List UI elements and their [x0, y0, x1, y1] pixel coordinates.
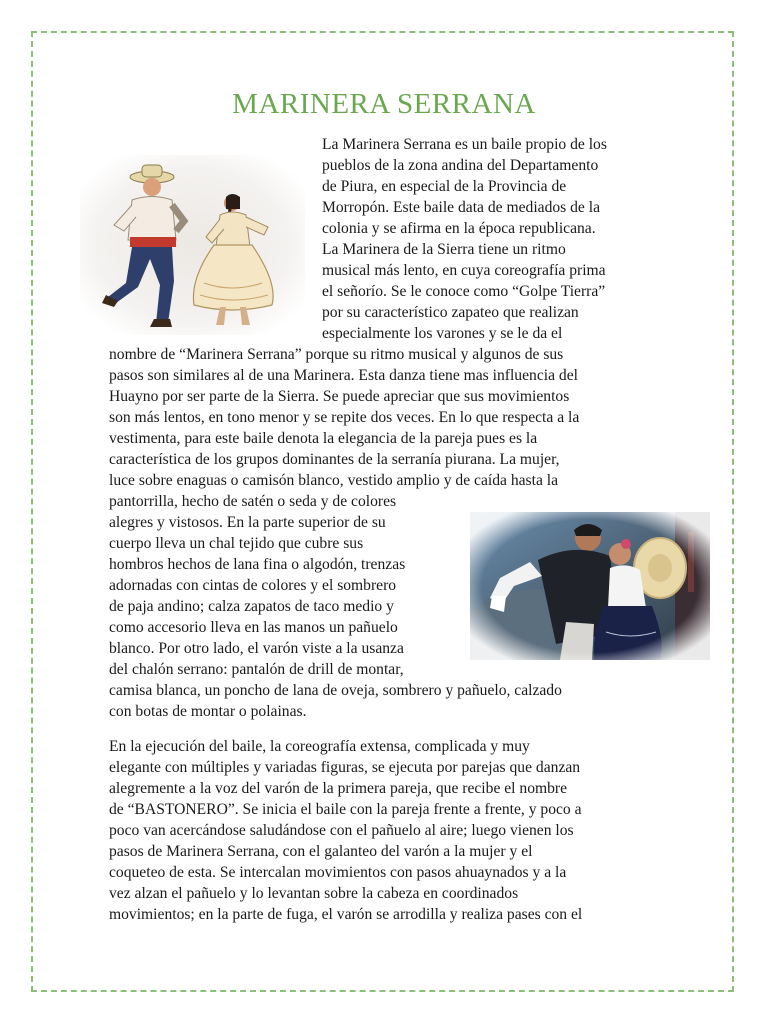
- paragraph-2-line: alegremente a la voz del varón de la primera pareja, que recibe el nombre: [109, 780, 568, 797]
- page-title: MARINERA SERRANA: [232, 88, 536, 120]
- paragraph-1-line: musical más lento, en cuya coreografía prima: [322, 262, 606, 279]
- paragraph-1-line: como accesorio lleva en las manos un pañuelo: [109, 619, 398, 636]
- paragraph-1-line: colonia y se afirma en la época republicana.: [322, 220, 596, 237]
- paragraph-1-line: camisa blanca, un poncho de lana de oveja, sombrero y pañuelo, calzado: [109, 682, 562, 699]
- paragraph-2-line: En la ejecución del baile, la coreografía extensa, complicada y muy: [109, 738, 530, 755]
- paragraph-2-line: vez alzan el pañuelo y lo levantan sobre la cabeza en coordinados: [109, 885, 519, 902]
- paragraph-1-line: hombros hechos de lana fina o algodón, trenzas: [109, 556, 406, 573]
- paragraph-1-line: con botas de montar o polainas.: [109, 703, 307, 720]
- paragraph-1-line: Huayno por ser parte de la Sierra. Se puede apreciar que sus movimientos: [109, 388, 570, 405]
- paragraph-1-line: luce sobre enaguas o camisón blanco, vestido amplio y de caída hasta la: [109, 472, 559, 489]
- paragraph-1-line: alegres y vistosos. En la parte superior de su: [109, 514, 386, 531]
- paragraph-1: [109, 134, 663, 722]
- paragraph-1-line: La Marinera de la Sierra tiene un ritmo: [322, 241, 566, 258]
- paragraph-2-line: pasos de Marinera Serrana, con el galanteo del varón a la mujer y el: [109, 843, 533, 860]
- paragraph-2: [109, 736, 663, 925]
- paragraph-1-line: La Marinera Serrana es un baile propio de los: [322, 136, 607, 153]
- paragraph-1-line: blanco. Por otro lado, el varón viste a la usanza: [109, 640, 404, 657]
- paragraph-1-line: por su característico zapateo que realizan: [322, 304, 579, 321]
- paragraph-1-line: característica de los grupos dominantes de la serranía piurana. La mujer,: [109, 451, 560, 468]
- paragraph-1-line: pueblos de la zona andina del Departamento: [322, 157, 599, 174]
- paragraph-1-line: pasos son similares al de una Marinera. Esta danza tiene mas influencia del: [109, 367, 578, 384]
- paragraph-1-line: vestimenta, para este baile denota la elegancia de la pareja pues es la: [109, 430, 538, 447]
- paragraph-1-line: Morropón. Este baile data de mediados de la: [322, 199, 600, 216]
- paragraph-1-line: adornadas con cintas de colores y el sombrero: [109, 577, 397, 594]
- paragraph-1-line: pantorrilla, hecho de satén o seda y de colores: [109, 493, 397, 510]
- paragraph-2-line: de “BASTONERO”. Se inicia el baile con la pareja frente a frente, y poco a: [109, 801, 582, 818]
- paragraph-1-line: de Piura, en especial de la Provincia de: [322, 178, 567, 195]
- paragraph-2-line: movimientos; en la parte de fuga, el varón se arrodilla y realiza pases con el: [109, 906, 583, 923]
- paragraph-1-line: cuerpo lleva un chal tejido que cubre sus: [109, 535, 364, 552]
- paragraph-1-line: del chalón serrano: pantalón de drill de montar,: [109, 661, 404, 678]
- paragraph-1-line: de paja andino; calza zapatos de taco medio y: [109, 598, 394, 615]
- paragraph-1-line: nombre de “Marinera Serrana” porque su ritmo musical y algunos de sus: [109, 346, 564, 363]
- paragraph-2-line: poco van acercándose saludándose con el pañuelo al aire; luego vienen los: [109, 822, 574, 839]
- paragraph-2-line: coqueteo de esta. Se intercalan movimientos con pasos ahuaynados y a la: [109, 864, 567, 881]
- paragraph-1-line: el señorío. Se le conoce como “Golpe Tierra”: [322, 283, 606, 300]
- paragraph-1-line: son más lentos, en tono menor y se repite dos veces. En lo que respecta a la: [109, 409, 580, 426]
- paragraph-1-line: especialmente los varones y se le da el: [322, 325, 563, 342]
- paragraph-2-line: elegante con múltiples y variadas figuras, se ejecuta por parejas que danzan: [109, 759, 581, 776]
